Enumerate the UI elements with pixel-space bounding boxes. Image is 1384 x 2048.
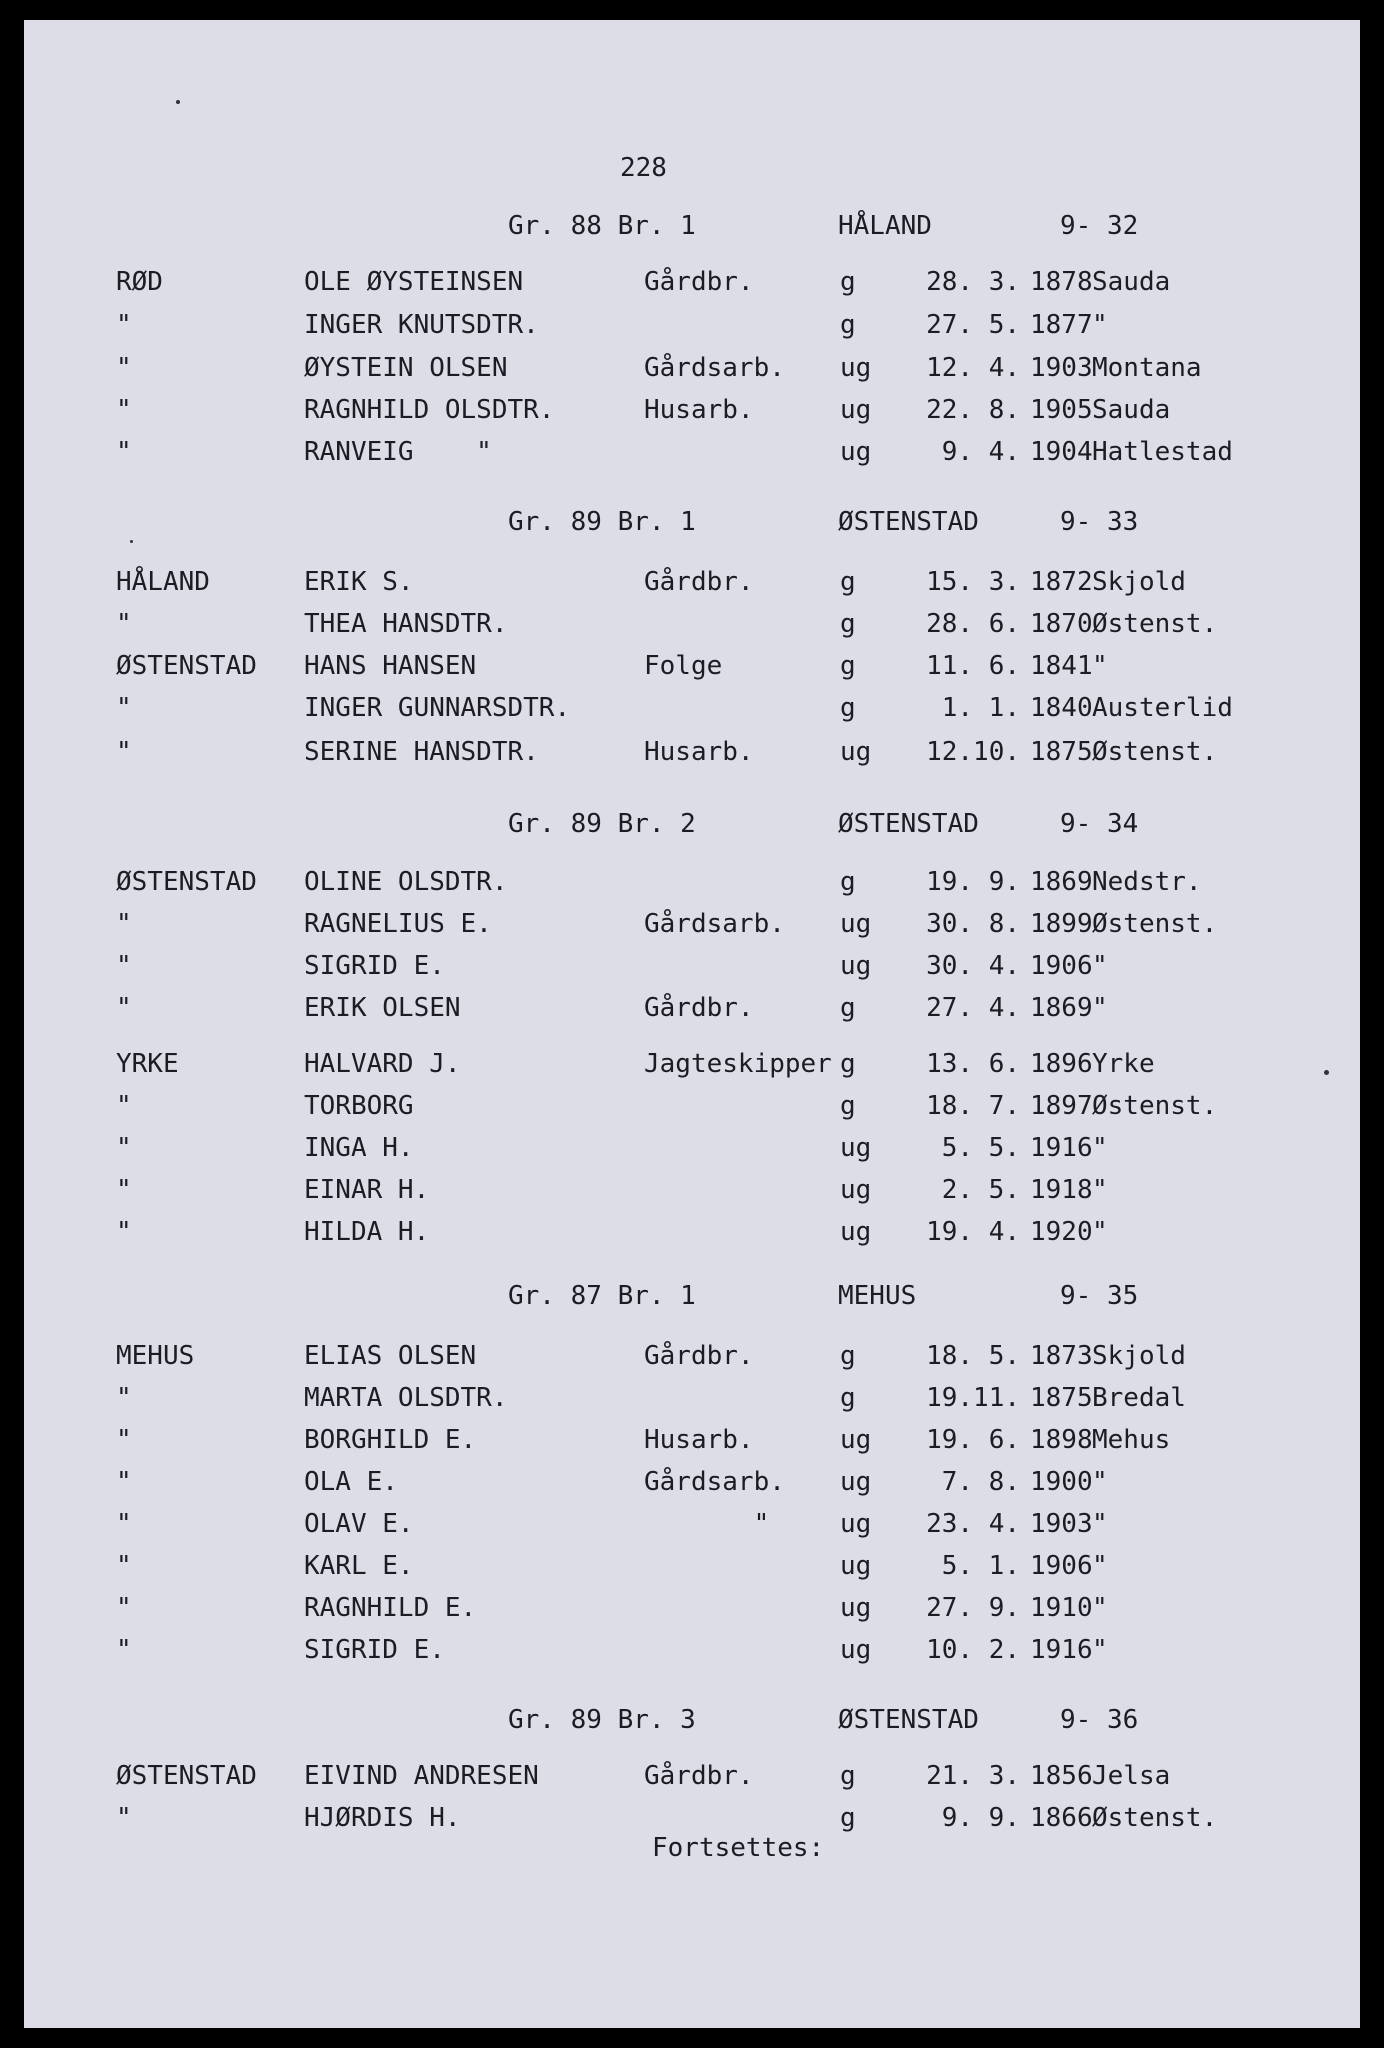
birthplace-cell: Skjold xyxy=(1092,1341,1186,1371)
person-row xyxy=(24,1420,1360,1460)
group-number: Gr. 89 Br. 3 xyxy=(508,1705,696,1735)
farm-cell: " xyxy=(116,1803,132,1833)
birth-date-cell: 19. 4. xyxy=(926,1217,1020,1247)
birthplace-cell: Hatlestad xyxy=(1092,437,1233,467)
section-code: 9- 32 xyxy=(1060,211,1139,241)
birth-year-cell: 1878 xyxy=(1030,267,1093,297)
birthplace-cell: Mehus xyxy=(1092,1425,1171,1455)
farm-cell: " xyxy=(116,395,132,425)
birth-year-cell: 1877 xyxy=(1030,310,1093,340)
occupation-cell: Gårdbr. xyxy=(644,1341,754,1371)
farm-cell: " xyxy=(116,1175,132,1205)
farm-cell: " xyxy=(116,1383,132,1413)
status-cell: g xyxy=(840,609,856,639)
birth-year-cell: 1905 xyxy=(1030,395,1093,425)
person-row xyxy=(24,305,1360,345)
document-page xyxy=(24,20,1360,2028)
birth-year-cell: 1903 xyxy=(1030,1509,1093,1539)
group-number: Gr. 88 Br. 1 xyxy=(508,211,696,241)
status-cell: g xyxy=(840,993,856,1023)
status-cell: ug xyxy=(840,395,872,425)
farm-cell: " xyxy=(116,1217,132,1247)
name-cell: HALVARD J. xyxy=(304,1049,461,1079)
birth-year-cell: 1916 xyxy=(1030,1635,1093,1665)
occupation-cell: Jagteskipper xyxy=(644,1049,832,1079)
name-cell: ERIK S. xyxy=(304,567,414,597)
group-number: Gr. 87 Br. 1 xyxy=(508,1281,696,1311)
birthplace-cell: Nedstr. xyxy=(1092,867,1202,897)
birth-date-cell: 7. 8. xyxy=(941,1467,1020,1497)
name-cell: MARTA OLSDTR. xyxy=(304,1383,508,1413)
status-cell: ug xyxy=(840,1467,872,1497)
birth-year-cell: 1841 xyxy=(1030,651,1093,681)
occupation-cell: Gårdbr. xyxy=(644,267,754,297)
birthplace-cell: " xyxy=(1092,1551,1108,1581)
person-row xyxy=(24,946,1360,986)
occupation-cell: Gårdbr. xyxy=(644,567,754,597)
birth-year-cell: 1920 xyxy=(1030,1217,1093,1247)
birth-date-cell: 9. 9. xyxy=(941,1803,1020,1833)
ink-speck xyxy=(176,100,180,104)
birth-date-cell: 13. 6. xyxy=(926,1049,1020,1079)
status-cell: ug xyxy=(840,1175,872,1205)
farm-cell: ØSTENSTAD xyxy=(116,867,257,897)
birth-year-cell: 1870 xyxy=(1030,609,1093,639)
name-cell: ØYSTEIN OLSEN xyxy=(304,353,508,383)
name-cell: SIGRID E. xyxy=(304,1635,445,1665)
birthplace-cell: Montana xyxy=(1092,353,1202,383)
occupation-cell: Husarb. xyxy=(644,395,754,425)
section-code: 9- 34 xyxy=(1060,809,1139,839)
birthplace-cell: " xyxy=(1092,951,1108,981)
farm-cell: " xyxy=(116,693,132,723)
occupation-cell: Gårdbr. xyxy=(644,993,754,1023)
birthplace-cell: " xyxy=(1092,1635,1108,1665)
birth-date-cell: 1. 1. xyxy=(941,693,1020,723)
birth-date-cell: 15. 3. xyxy=(926,567,1020,597)
status-cell: g xyxy=(840,693,856,723)
person-row xyxy=(24,1630,1360,1670)
person-row xyxy=(24,1336,1360,1376)
birth-year-cell: 1875 xyxy=(1030,1383,1093,1413)
section-code: 9- 33 xyxy=(1060,507,1139,537)
birth-date-cell: 27. 5. xyxy=(926,310,1020,340)
section-farm-name: ØSTENSTAD xyxy=(838,809,979,839)
person-row xyxy=(24,688,1360,728)
occupation-cell: Husarb. xyxy=(644,1425,754,1455)
birthplace-cell: Sauda xyxy=(1092,395,1171,425)
status-cell: g xyxy=(840,1091,856,1121)
status-cell: g xyxy=(840,1341,856,1371)
occupation-cell: Husarb. xyxy=(644,737,754,767)
birth-date-cell: 19. 9. xyxy=(926,867,1020,897)
person-row xyxy=(24,646,1360,686)
birth-date-cell: 21. 3. xyxy=(926,1761,1020,1791)
birthplace-cell: " xyxy=(1092,1509,1108,1539)
name-cell: INGER GUNNARSDTR. xyxy=(304,693,571,723)
farm-cell: " xyxy=(116,1133,132,1163)
farm-cell: " xyxy=(116,993,132,1023)
occupation-cell: " xyxy=(644,1509,770,1539)
occupation-cell: Gårdsarb. xyxy=(644,1467,785,1497)
birth-year-cell: 1872 xyxy=(1030,567,1093,597)
status-cell: ug xyxy=(840,1551,872,1581)
birth-date-cell: 19. 6. xyxy=(926,1425,1020,1455)
person-row xyxy=(24,1546,1360,1586)
page-number: 228 xyxy=(620,153,667,183)
status-cell: g xyxy=(840,310,856,340)
person-row xyxy=(24,1044,1360,1084)
section-header xyxy=(24,1700,1360,1740)
name-cell: INGA H. xyxy=(304,1133,414,1163)
status-cell: ug xyxy=(840,1509,872,1539)
farm-cell: " xyxy=(116,437,132,467)
status-cell: ug xyxy=(840,1217,872,1247)
status-cell: ug xyxy=(840,1635,872,1665)
birth-date-cell: 23. 4. xyxy=(926,1509,1020,1539)
status-cell: ug xyxy=(840,1593,872,1623)
birth-date-cell: 28. 3. xyxy=(926,267,1020,297)
person-row xyxy=(24,1588,1360,1628)
farm-cell: " xyxy=(116,1425,132,1455)
status-cell: g xyxy=(840,651,856,681)
status-cell: ug xyxy=(840,353,872,383)
birth-date-cell: 28. 6. xyxy=(926,609,1020,639)
name-cell: RAGNHILD E. xyxy=(304,1593,477,1623)
birth-year-cell: 1873 xyxy=(1030,1341,1093,1371)
birth-date-cell: 9. 4. xyxy=(941,437,1020,467)
birth-year-cell: 1906 xyxy=(1030,1551,1093,1581)
birthplace-cell: Austerlid xyxy=(1092,693,1233,723)
farm-cell: " xyxy=(116,353,132,383)
status-cell: g xyxy=(840,567,856,597)
birth-year-cell: 1900 xyxy=(1030,1467,1093,1497)
birth-year-cell: 1910 xyxy=(1030,1593,1093,1623)
birthplace-cell: " xyxy=(1092,1175,1108,1205)
person-row xyxy=(24,904,1360,944)
ink-speck xyxy=(1324,1070,1329,1075)
birth-year-cell: 1906 xyxy=(1030,951,1093,981)
person-row xyxy=(24,262,1360,302)
farm-cell: " xyxy=(116,1551,132,1581)
status-cell: ug xyxy=(840,951,872,981)
section-farm-name: MEHUS xyxy=(838,1281,917,1311)
person-row xyxy=(24,988,1360,1028)
birthplace-cell: Skjold xyxy=(1092,567,1186,597)
person-row xyxy=(24,1128,1360,1168)
status-cell: ug xyxy=(840,1425,872,1455)
status-cell: g xyxy=(840,1383,856,1413)
birth-date-cell: 12.10. xyxy=(926,737,1020,767)
farm-cell: " xyxy=(116,1091,132,1121)
person-row xyxy=(24,732,1360,772)
birth-date-cell: 27. 4. xyxy=(926,993,1020,1023)
farm-cell: " xyxy=(116,1635,132,1665)
birth-year-cell: 1918 xyxy=(1030,1175,1093,1205)
birth-date-cell: 2. 5. xyxy=(941,1175,1020,1205)
birth-year-cell: 1896 xyxy=(1030,1049,1093,1079)
farm-cell: MEHUS xyxy=(116,1341,195,1371)
name-cell: HJØRDIS H. xyxy=(304,1803,461,1833)
birthplace-cell: Østenst. xyxy=(1092,609,1218,639)
name-cell: ELIAS OLSEN xyxy=(304,1341,477,1371)
farm-cell: ØSTENSTAD xyxy=(116,1761,257,1791)
name-cell: TORBORG xyxy=(304,1091,414,1121)
birth-date-cell: 5. 5. xyxy=(941,1133,1020,1163)
name-cell: EIVIND ANDRESEN xyxy=(304,1761,539,1791)
name-cell: BORGHILD E. xyxy=(304,1425,477,1455)
birth-year-cell: 1916 xyxy=(1030,1133,1093,1163)
farm-cell: " xyxy=(116,1593,132,1623)
birth-year-cell: 1840 xyxy=(1030,693,1093,723)
section-header xyxy=(24,502,1360,542)
birthplace-cell: " xyxy=(1092,310,1108,340)
birthplace-cell: Østenst. xyxy=(1092,1803,1218,1833)
name-cell: KARL E. xyxy=(304,1551,414,1581)
birth-date-cell: 30. 4. xyxy=(926,951,1020,981)
birthplace-cell: Jelsa xyxy=(1092,1761,1171,1791)
status-cell: ug xyxy=(840,1133,872,1163)
farm-cell: " xyxy=(116,737,132,767)
birthplace-cell: " xyxy=(1092,1217,1108,1247)
birthplace-cell: Østenst. xyxy=(1092,737,1218,767)
name-cell: EINAR H. xyxy=(304,1175,430,1205)
occupation-cell: Gårdbr. xyxy=(644,1761,754,1791)
farm-cell: YRKE xyxy=(116,1049,179,1079)
farm-cell: " xyxy=(116,1509,132,1539)
birth-date-cell: 22. 8. xyxy=(926,395,1020,425)
name-cell: OLA E. xyxy=(304,1467,398,1497)
birthplace-cell: " xyxy=(1092,1593,1108,1623)
occupation-cell: Gårdsarb. xyxy=(644,353,785,383)
birth-year-cell: 1899 xyxy=(1030,909,1093,939)
section-code: 9- 36 xyxy=(1060,1705,1139,1735)
birthplace-cell: Sauda xyxy=(1092,267,1171,297)
birth-date-cell: 18. 7. xyxy=(926,1091,1020,1121)
name-cell: THEA HANSDTR. xyxy=(304,609,508,639)
group-number: Gr. 89 Br. 1 xyxy=(508,507,696,537)
farm-cell: " xyxy=(116,951,132,981)
occupation-cell: Folge xyxy=(644,651,723,681)
person-row xyxy=(24,348,1360,388)
birth-year-cell: 1875 xyxy=(1030,737,1093,767)
birth-date-cell: 12. 4. xyxy=(926,353,1020,383)
person-row xyxy=(24,1504,1360,1544)
birthplace-cell: Østenst. xyxy=(1092,1091,1218,1121)
person-row xyxy=(24,604,1360,644)
birthplace-cell: " xyxy=(1092,993,1108,1023)
birth-year-cell: 1856 xyxy=(1030,1761,1093,1791)
status-cell: ug xyxy=(840,909,872,939)
person-row xyxy=(24,1756,1360,1796)
occupation-cell: Gårdsarb. xyxy=(644,909,785,939)
person-row xyxy=(24,1378,1360,1418)
farm-cell: " xyxy=(116,310,132,340)
birth-date-cell: 5. 1. xyxy=(941,1551,1020,1581)
birth-year-cell: 1869 xyxy=(1030,867,1093,897)
status-cell: ug xyxy=(840,437,872,467)
person-row xyxy=(24,1170,1360,1210)
farm-cell: HÅLAND xyxy=(116,567,210,597)
birthplace-cell: " xyxy=(1092,651,1108,681)
name-cell: OLAV E. xyxy=(304,1509,414,1539)
farm-cell: RØD xyxy=(116,267,163,297)
name-cell: SIGRID E. xyxy=(304,951,445,981)
section-code: 9- 35 xyxy=(1060,1281,1139,1311)
name-cell: RAGNELIUS E. xyxy=(304,909,492,939)
name-cell: RAGNHILD OLSDTR. xyxy=(304,395,555,425)
section-header xyxy=(24,1276,1360,1316)
birth-date-cell: 27. 9. xyxy=(926,1593,1020,1623)
status-cell: g xyxy=(840,867,856,897)
farm-cell: " xyxy=(116,609,132,639)
person-row xyxy=(24,1212,1360,1252)
farm-cell: " xyxy=(116,1467,132,1497)
birth-date-cell: 11. 6. xyxy=(926,651,1020,681)
farm-cell: " xyxy=(116,909,132,939)
birth-year-cell: 1904 xyxy=(1030,437,1093,467)
birth-date-cell: 30. 8. xyxy=(926,909,1020,939)
name-cell: OLE ØYSTEINSEN xyxy=(304,267,524,297)
person-row xyxy=(24,1086,1360,1126)
section-header xyxy=(24,804,1360,844)
name-cell: HILDA H. xyxy=(304,1217,430,1247)
group-number: Gr. 89 Br. 2 xyxy=(508,809,696,839)
person-row xyxy=(24,1462,1360,1502)
person-row xyxy=(24,390,1360,430)
status-cell: g xyxy=(840,267,856,297)
name-cell: RANVEIG " xyxy=(304,437,492,467)
birth-year-cell: 1866 xyxy=(1030,1803,1093,1833)
person-row xyxy=(24,562,1360,602)
status-cell: ug xyxy=(840,737,872,767)
farm-cell: ØSTENSTAD xyxy=(116,651,257,681)
birth-year-cell: 1898 xyxy=(1030,1425,1093,1455)
birth-date-cell: 18. 5. xyxy=(926,1341,1020,1371)
name-cell: SERINE HANSDTR. xyxy=(304,737,539,767)
continued-note: Fortsettes: xyxy=(652,1833,825,1863)
section-farm-name: ØSTENSTAD xyxy=(838,1705,979,1735)
birth-date-cell: 10. 2. xyxy=(926,1635,1020,1665)
birthplace-cell: Bredal xyxy=(1092,1383,1186,1413)
name-cell: ERIK OLSEN xyxy=(304,993,461,1023)
birthplace-cell: " xyxy=(1092,1467,1108,1497)
birthplace-cell: Østenst. xyxy=(1092,909,1218,939)
person-row xyxy=(24,432,1360,472)
status-cell: g xyxy=(840,1761,856,1791)
section-header xyxy=(24,206,1360,246)
birthplace-cell: Yrke xyxy=(1092,1049,1155,1079)
status-cell: g xyxy=(840,1803,856,1833)
section-farm-name: HÅLAND xyxy=(838,211,932,241)
status-cell: g xyxy=(840,1049,856,1079)
birth-date-cell: 19.11. xyxy=(926,1383,1020,1413)
name-cell: HANS HANSEN xyxy=(304,651,477,681)
name-cell: OLINE OLSDTR. xyxy=(304,867,508,897)
person-row xyxy=(24,862,1360,902)
name-cell: INGER KNUTSDTR. xyxy=(304,310,539,340)
birth-year-cell: 1903 xyxy=(1030,353,1093,383)
ink-speck xyxy=(130,540,133,543)
birthplace-cell: " xyxy=(1092,1133,1108,1163)
birth-year-cell: 1897 xyxy=(1030,1091,1093,1121)
birth-year-cell: 1869 xyxy=(1030,993,1093,1023)
section-farm-name: ØSTENSTAD xyxy=(838,507,979,537)
